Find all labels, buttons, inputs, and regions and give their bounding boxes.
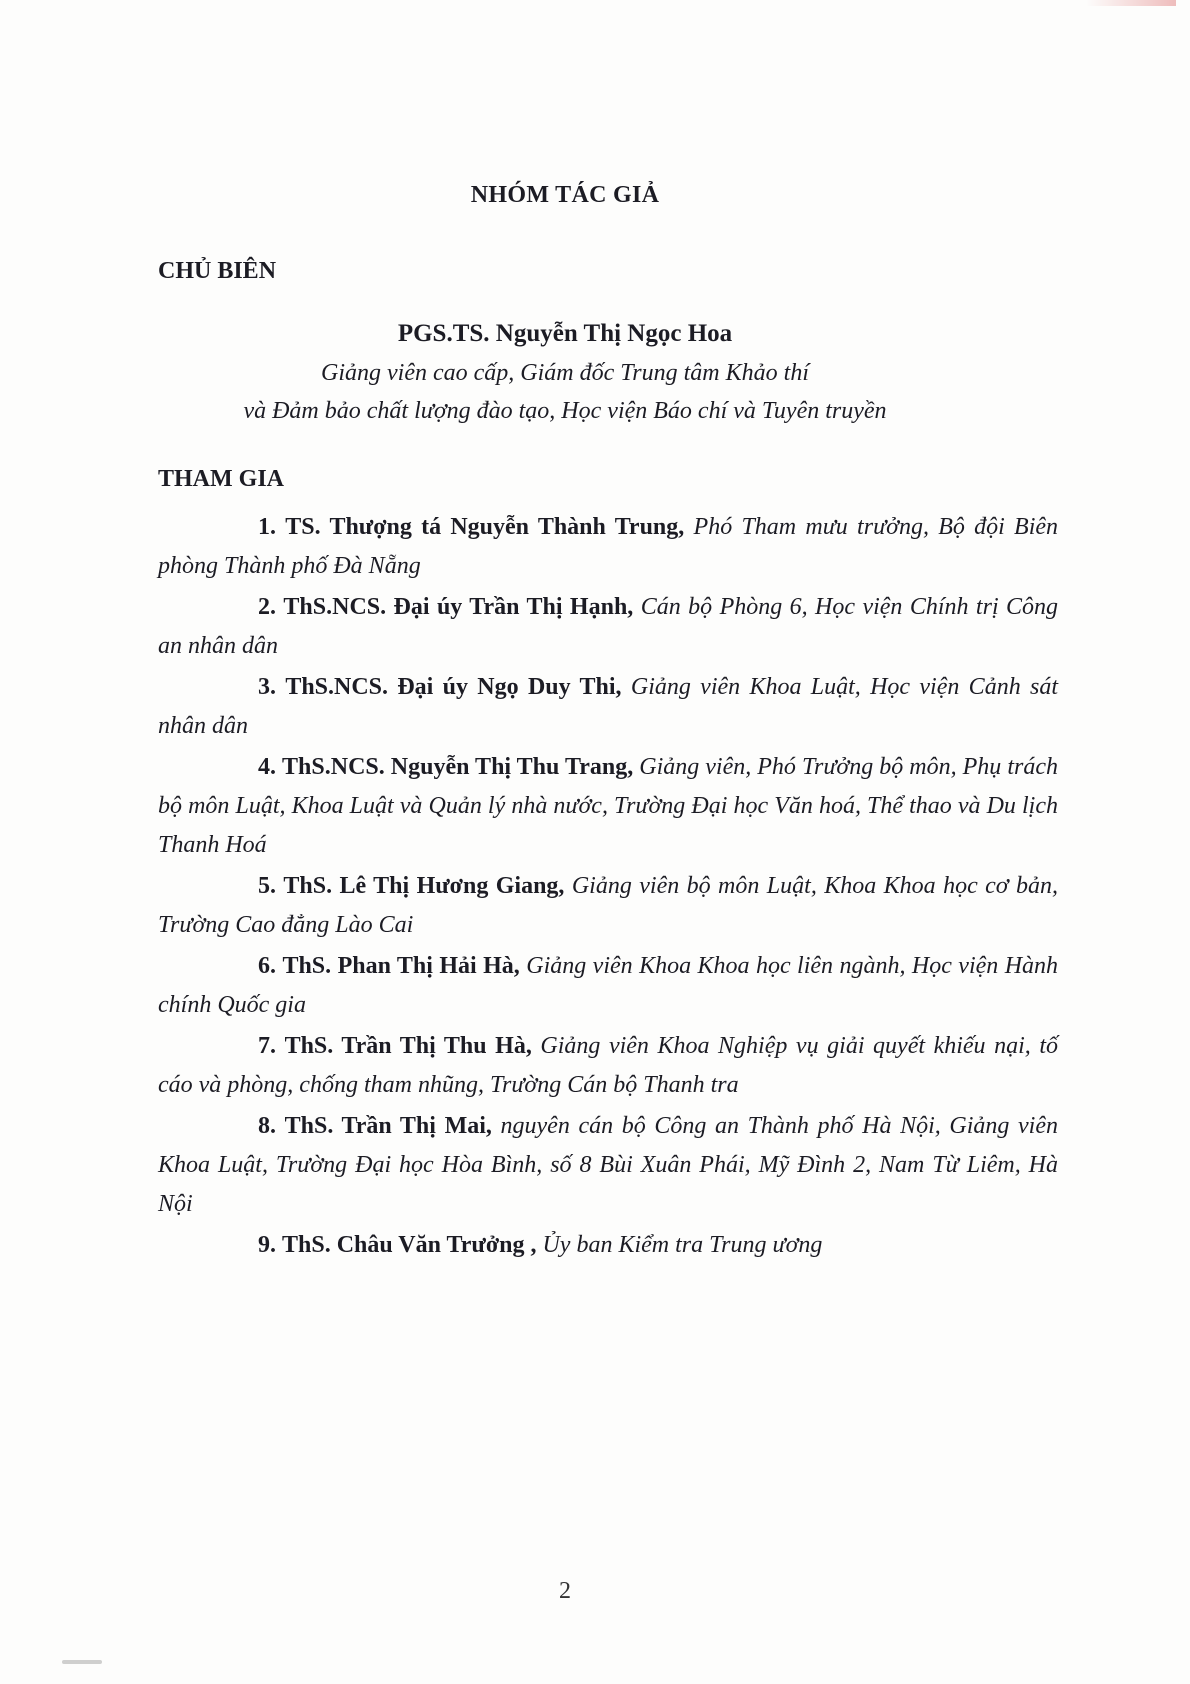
- participant-number: 4.: [258, 754, 276, 780]
- chief-editor-name: PGS.TS. Nguyễn Thị Ngọc Hoa: [397, 320, 733, 347]
- participant-name: ThS.NCS. Đại úy Ngọ Duy Thi,: [285, 674, 622, 700]
- participant-name: ThS. Phan Thị Hải Hà,: [282, 953, 520, 979]
- participant-affiliation: Ủy ban Kiểm tra Trung ương: [542, 1232, 823, 1258]
- participant-number: 1.: [258, 514, 276, 540]
- participant-affiliation: Giảng viên bộ môn Luật, Khoa Khoa học cơ bản, Trường Cao đẳng Lào Cai: [158, 873, 1059, 938]
- participant-item: [158, 668, 1058, 746]
- participant-number: 2.: [258, 594, 276, 620]
- participant-name: ThS. Trần Thị Thu Hà,: [284, 1033, 532, 1059]
- participant-affiliation: Giảng viên Khoa Nghiệp vụ giải quyết khiếu nại, tố cáo và phòng, chống tham nhũng, Trường Cán bộ Thanh tra: [158, 1033, 1059, 1098]
- participant-affiliation: Giảng viên, Phó Trưởng bộ môn, Phụ trách bộ môn Luật, Khoa Luật và Quản lý nhà nước, Trường Đại học Văn hoá, Thể thao và Du lịch Thanh Hoá: [158, 754, 1058, 858]
- participant-affiliation: Phó Tham mưu trưởng, Bộ đội Biên phòng Thành phố Đà Nẵng: [158, 514, 1059, 579]
- participant-item: [158, 748, 1058, 865]
- participant-item: [158, 1107, 1058, 1224]
- participant-name: ThS.NCS. Đại úy Trần Thị Hạnh,: [283, 594, 634, 620]
- participant-number: 9.: [258, 1232, 276, 1258]
- participant-name: ThS. Châu Văn Trưởng ,: [282, 1232, 537, 1258]
- participant-number: 7.: [258, 1033, 276, 1059]
- participant-name: ThS. Trần Thị Mai,: [284, 1113, 492, 1139]
- participants-heading: THAM GIA: [158, 466, 284, 492]
- participant-item: [158, 1027, 1058, 1105]
- page-title: NHÓM TÁC GIẢ: [470, 182, 660, 208]
- participant-name: TS. Thượng tá Nguyễn Thành Trung,: [285, 514, 685, 540]
- chief-editor-affiliation-line2: và Đảm bảo chất lượng đào tạo, Học viện Báo chí và Tuyên truyền: [243, 398, 887, 424]
- participant-item: [158, 867, 1058, 945]
- participants-list: [158, 508, 1058, 1267]
- page-number: 2: [559, 1578, 571, 1604]
- participant-item: [158, 508, 1058, 586]
- participant-affiliation: Giảng viên Khoa Luật, Học viện Cảnh sát nhân dân: [158, 674, 1059, 739]
- participant-number: 6.: [258, 953, 276, 979]
- participant-number: 8.: [258, 1113, 276, 1139]
- chief-editor-affiliation-line1: Giảng viên cao cấp, Giám đốc Trung tâm Khảo thí: [321, 360, 809, 386]
- participant-affiliation: Cán bộ Phòng 6, Học viện Chính trị Công an nhân dân: [158, 594, 1059, 659]
- participant-name: ThS.NCS. Nguyễn Thị Thu Trang,: [282, 754, 634, 780]
- participant-item: [158, 947, 1058, 1025]
- scan-edge-mark: [1086, 0, 1176, 6]
- participant-number: 3.: [258, 674, 276, 700]
- participant-number: 5.: [258, 873, 276, 899]
- participant-item: [158, 588, 1058, 666]
- participant-item: [158, 1226, 1058, 1265]
- participant-affiliation: Giảng viên Khoa Khoa học liên ngành, Học viện Hành chính Quốc gia: [158, 953, 1059, 1018]
- participant-name: ThS. Lê Thị Hương Giang,: [283, 873, 565, 899]
- participant-affiliation: nguyên cán bộ Công an Thành phố Hà Nội, Giảng viên Khoa Luật, Trường Đại học Hòa Bình, số 8 Bùi Xuân Phái, Mỹ Đình 2, Nam Từ Liêm, Hà Nội: [158, 1113, 1059, 1217]
- scan-smudge: [62, 1660, 102, 1664]
- chief-editor-heading: CHỦ BIÊN: [158, 258, 277, 284]
